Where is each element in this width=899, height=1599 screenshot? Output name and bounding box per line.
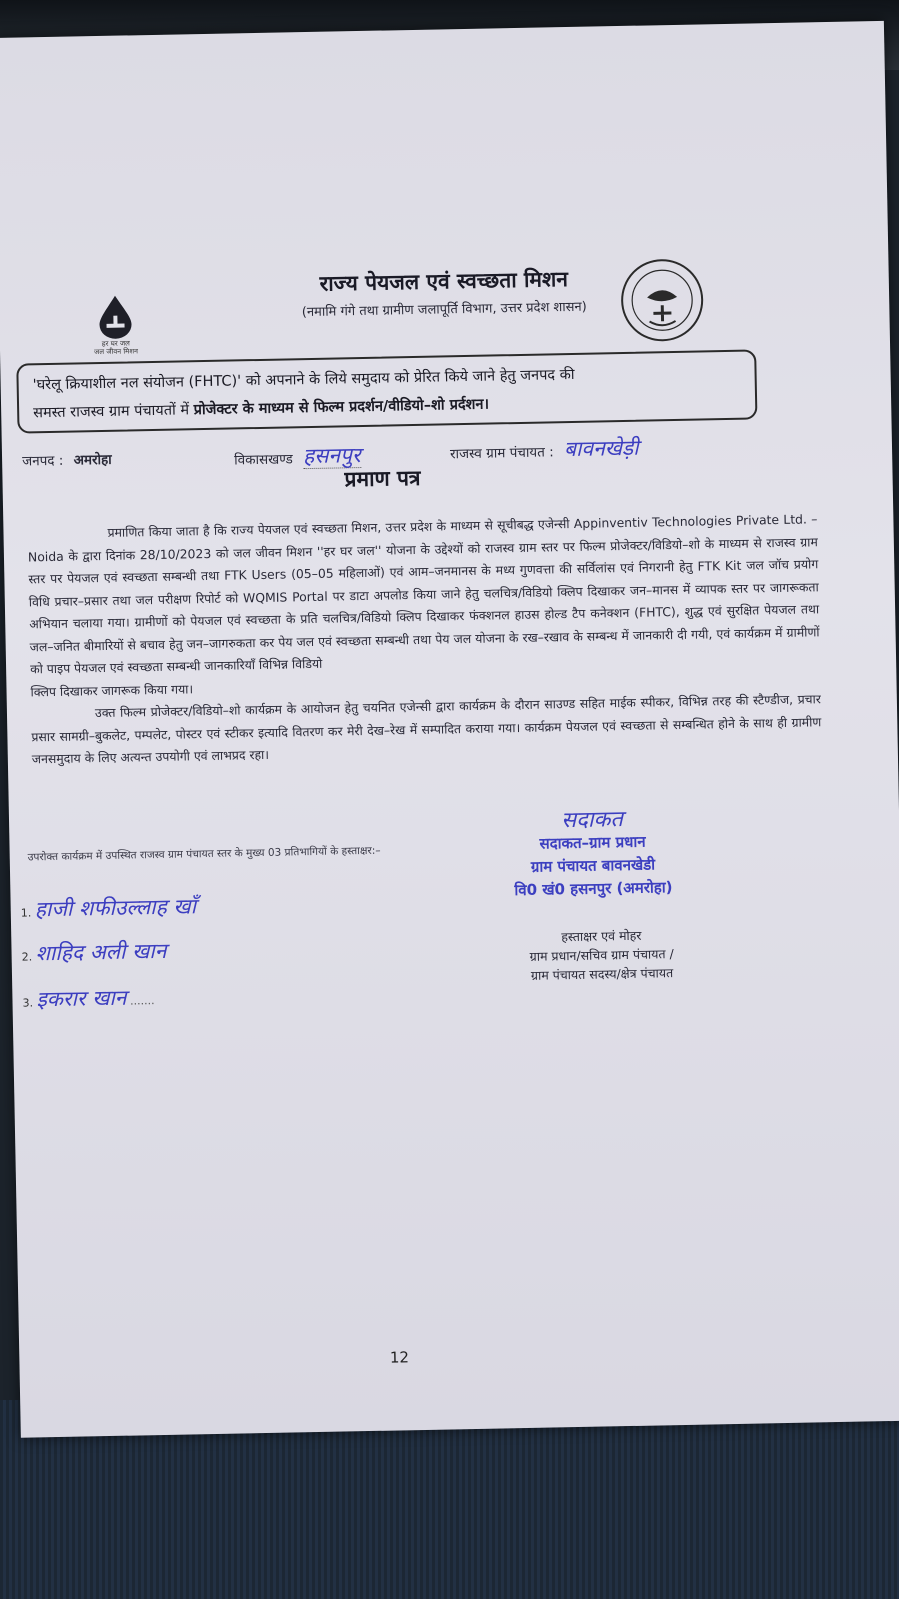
stamp-signature: सदाकत <box>561 807 624 834</box>
district-field <box>22 450 112 470</box>
signature-1 <box>20 892 196 923</box>
page-title: राज्य पेयजल एवं स्वच्छता मिशन <box>319 266 569 296</box>
page-subtitle: (नमामि गंगे तथा ग्रामीण जलापूर्ति विभाग, उत्तर प्रदेश शासन) <box>301 299 587 321</box>
certificate-body <box>27 508 822 771</box>
designation-line-3: ग्राम पंचायत सदस्य/क्षेत्र पंचायत <box>530 965 674 983</box>
panchayat-value: बावनखेड़ी <box>563 435 639 462</box>
program-banner <box>16 349 757 433</box>
signatory-designation <box>481 924 722 986</box>
logo-caption-2: जल जीवन मिशन <box>94 347 139 357</box>
page-number: 12 <box>389 1348 410 1367</box>
signature-1-number: 1. <box>20 906 32 920</box>
stamp-line-2: ग्राम पंचायत बावनखेडी <box>530 855 656 876</box>
document-page <box>0 21 899 1438</box>
banner-line-1: 'घरेलू क्रियाशील नल संयोजन (FHTC)' को अपनाने के लिये समुदाय को प्रेरित किये जाने हेतु जनपद की <box>32 366 575 394</box>
paragraph-1: प्रमाणित किया जाता है कि राज्य पेयजल एवं स्वच्छता मिशन, उत्तर प्रदेश के माध्यम से सूचीबद्ध एजेन्सी Appinventiv Technologies Private Ltd. – Noida के द्वारा दिनांक 28/10/2023 को जल जीवन मिशन ''हर घर जल'' योजना के उद्देश्यों को राजस्व ग्राम स्तर पर फिल्म प्रोजेक्टर/विडियो–शो के माध्यम से राजस्व ग्राम स्तर पर पेयजल एवं स्वच्छता सम्बन्धी तथा FTK Users (05–05 महिलाओं) एवं आम–जनमानस के मध्य गुणवत्ता की सर्विलांस एवं निगरानी हेतु FTK Kit जल जॉच प्रयोग विधि प्रचार–प्रसार तथा जल परीक्षण रिपोर्ट को WQMIS Portal पर डाटा अपलोड किया जाने हेतु चलचित्र/विडियो क्लिप दिखाकर जन–मानस में व्यापक स्तर पर जागरूकता अभियान चलाया गया। ग्रामीणों को पेयजल एवं स्वच्छता के प्रति चलचित्र/विडियो क्लिप दिखाकर फंक्शनल हाउस होल्ड टैप कनेक्शन (FHTC), शुद्ध एवं सुरक्षित पेयजल तथा जल–जनित बीमारियों से बचाव हेतु जन–जागरुकता कर पेय जल एवं स्वच्छता सम्बन्धी तथा पेय जल योजना के रख–रखाव के सम्बन्ध में जानकारी दी गयी, एवं कार्यक्रम में ग्रामीणों को पाइप पेयजल एवं स्वच्छता सम्बन्धी जानकारियाँ विभिन्न विडियो <box>27 511 820 677</box>
signature-2 <box>21 937 166 968</box>
logo-caption-1: हर घर जल <box>101 339 130 348</box>
signature-2-name: शाहिद अली खान <box>35 938 167 966</box>
har-ghar-jal-logo <box>85 293 146 364</box>
block-value: हसनपुर <box>302 443 361 469</box>
stamp-line-1: सदाकत–ग्राम प्रधान <box>539 832 646 853</box>
pradhan-stamp <box>487 807 699 903</box>
banner-line-2-prefix: समस्त राजस्व ग्राम पंचायतों में <box>33 402 194 422</box>
signature-1-name: हाजी शफीउल्लाह खाँ <box>34 894 197 922</box>
stamp-line-3: वि0 खं0 हसनपुर (अमरोहा) <box>514 878 673 900</box>
signature-2-number: 2. <box>21 950 33 964</box>
certificate-heading: प्रमाण पत्र <box>344 465 421 492</box>
designation-line-1: हस्ताक्षर एवं मोहर <box>561 927 642 945</box>
paragraph-1-end: क्लिप दिखाकर जागरूक किया गया। <box>30 680 194 699</box>
designation-line-2: ग्राम प्रधान/सचिव ग्राम पंचायत / <box>529 946 674 964</box>
panchayat-label: राजस्व ग्राम पंचायत : <box>449 444 554 463</box>
up-govt-emblem <box>618 256 706 344</box>
participants-note: उपरोक्त कार्यक्रम में उपस्थित राजस्व ग्राम पंचायत स्तर के मुख्य 03 प्रतिभागियों के हस्ताक्षर:– <box>27 844 381 864</box>
banner-line-2-bold: प्रोजेक्टर के माध्यम से फिल्म प्रदर्शन/वीडियो–शो प्रर्दशन। <box>193 396 490 419</box>
signature-3-name: इकरार खान <box>36 985 127 1012</box>
district-value: अमरोहा <box>73 451 112 469</box>
block-label: विकासखण्ड <box>234 451 293 469</box>
signature-3: 3. इकरार खान ....... <box>22 985 155 1012</box>
paragraph-2: उक्त फिल्म प्रोजेक्टर/विडियो–शो कार्यक्रम के आयोजन हेतु चयनित एजेन्सी द्वारा कार्यक्रम के दौरान साउण्ड सहित माईक स्पीकर, विभिन्न तरह की स्टैण्डीज, प्रचार प्रसार सामग्री–बुकलेट, पम्पलेट, पोस्टर एवं स्टीकर इत्यादि वितरण कर मेरी देख–रेख में सम्पादित कराया गया। कार्यक्रम पेयजल एवं स्वच्छता से सम्बन्धित होने के साथ ही ग्रामीण जनसमुदाय के लिए अत्यन्त उपयोगी एवं लाभप्रद रहा। <box>31 691 822 767</box>
signature-3-number: 3. <box>22 996 34 1010</box>
district-label: जनपद : <box>21 452 64 470</box>
